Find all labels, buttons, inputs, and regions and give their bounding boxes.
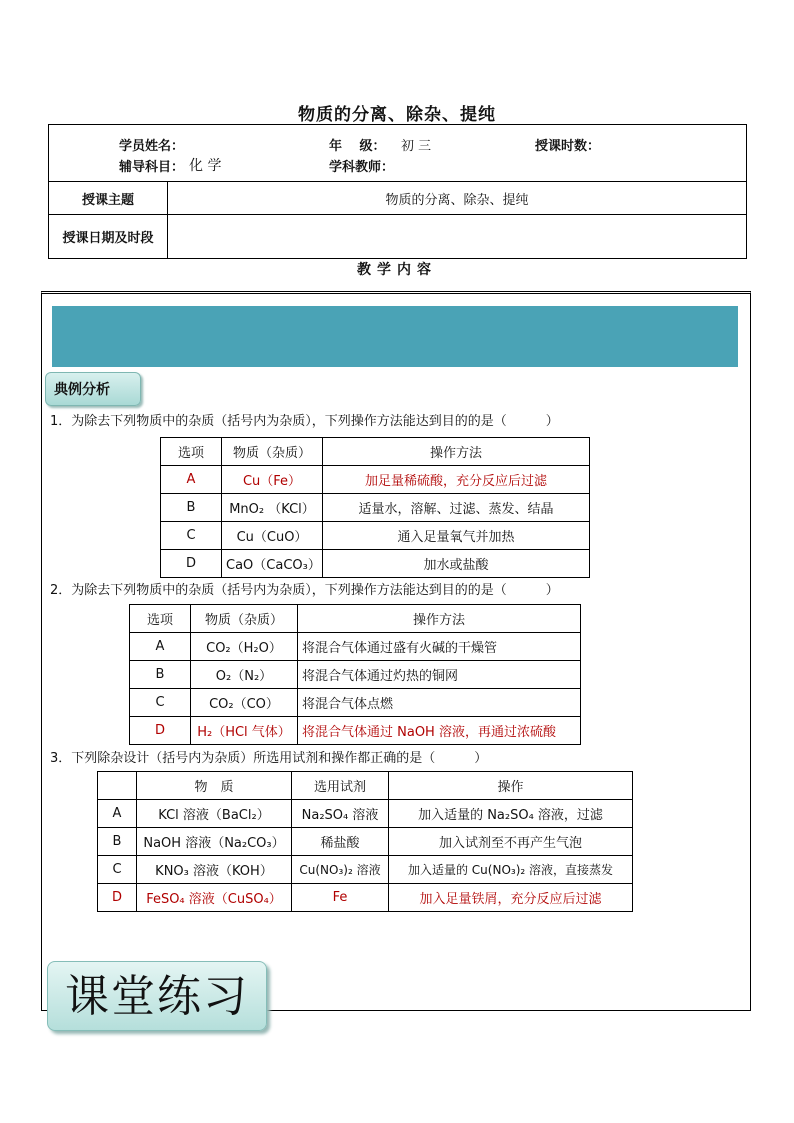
hours-label: 授课时数： (535, 139, 601, 154)
option-cell: A (130, 633, 191, 661)
table-row (130, 689, 581, 717)
option-cell: C (130, 689, 191, 717)
info-header-cell (49, 125, 747, 182)
table-row (161, 466, 590, 494)
table-row (130, 661, 581, 689)
option-cell: C (98, 856, 137, 884)
substance-cell: H₂（HCl 气体） (191, 717, 298, 745)
method-cell: 将混合气体点燃 (298, 689, 581, 717)
operation-cell: 加入适量的 Na₂SO₄ 溶液，过滤 (389, 800, 633, 828)
substance-cell: Cu（CuO） (222, 522, 323, 550)
table-row (130, 717, 581, 745)
method-cell: 通入足量氧气并加热 (323, 522, 590, 550)
info-table (48, 124, 747, 259)
subject-label: 辅导科目： (119, 160, 185, 175)
reagent-cell: Fe (292, 884, 389, 912)
question-3-table (97, 771, 633, 912)
date-value (168, 215, 747, 259)
substance-cell: CO₂（CO） (191, 689, 298, 717)
table-header-row (98, 772, 633, 800)
table-row (161, 550, 590, 578)
option-cell: D (98, 884, 137, 912)
method-cell: 适量水，溶解、过滤、蒸发、结晶 (323, 494, 590, 522)
reagent-cell: Cu(NO₃)₂ 溶液 (292, 856, 389, 884)
header-cell: 物 质 (137, 772, 292, 800)
reagent-cell: Na₂SO₄ 溶液 (292, 800, 389, 828)
practice-tag: 课堂练习 (47, 961, 267, 1031)
option-cell: C (161, 522, 222, 550)
option-cell: D (161, 550, 222, 578)
method-cell: 将混合气体通过盛有火碱的干燥管 (298, 633, 581, 661)
date-label: 授课日期及时段 (49, 215, 168, 259)
page-title: 物质的分离、除杂、提纯 (298, 105, 496, 125)
substance-cell: KNO₃ 溶液（KOH） (137, 856, 292, 884)
method-cell: 将混合气体通过 NaOH 溶液，再通过浓硫酸 (298, 717, 581, 745)
table-row (98, 800, 633, 828)
option-cell: A (98, 800, 137, 828)
table-row (98, 856, 633, 884)
header-cell (98, 772, 137, 800)
substance-cell: CaO（CaCO₃） (222, 550, 323, 578)
operation-cell: 加入适量的 Cu(NO₃)₂ 溶液，直接蒸发 (389, 856, 633, 884)
table-row (98, 884, 633, 912)
substance-cell: Cu（Fe） (222, 466, 323, 494)
table-row (98, 828, 633, 856)
question-1-text: 1．为除去下列物质中的杂质（括号内为杂质），下列操作方法能达到目的的是（ ） (50, 414, 559, 429)
question-1-table (160, 437, 590, 578)
option-cell: B (161, 494, 222, 522)
section-banner (52, 306, 738, 367)
table-row (161, 494, 590, 522)
header-cell: 选用试剂 (292, 772, 389, 800)
substance-cell: O₂（N₂） (191, 661, 298, 689)
option-cell: D (130, 717, 191, 745)
method-cell: 将混合气体通过灼热的铜网 (298, 661, 581, 689)
grade-value: 初 三 (401, 139, 432, 154)
header-cell: 选项 (161, 438, 222, 466)
option-cell: A (161, 466, 222, 494)
substance-cell: FeSO₄ 溶液（CuSO₄） (137, 884, 292, 912)
method-cell: 加水或盐酸 (323, 550, 590, 578)
substance-cell: KCl 溶液（BaCl₂） (137, 800, 292, 828)
topic-label: 授课主题 (49, 182, 168, 215)
question-2-text: 2．为除去下列物质中的杂质（括号内为杂质），下列操作方法能达到目的的是（ ） (50, 583, 559, 598)
header-cell: 选项 (130, 605, 191, 633)
substance-cell: MnO₂ （KCl） (222, 494, 323, 522)
table-header-row (130, 605, 581, 633)
teacher-label: 学科教师： (329, 160, 395, 175)
table-header-row (161, 438, 590, 466)
method-cell: 加足量稀硫酸，充分反应后过滤 (323, 466, 590, 494)
subject-value: 化 学 (189, 158, 222, 174)
header-cell: 操作方法 (298, 605, 581, 633)
header-cell: 操作方法 (323, 438, 590, 466)
grade-label: 年 级： (329, 139, 386, 154)
substance-cell: CO₂（H₂O） (191, 633, 298, 661)
section-tag: 典例分析 (45, 372, 141, 406)
substance-cell: NaOH 溶液（Na₂CO₃） (137, 828, 292, 856)
header-cell: 物质（杂质） (222, 438, 323, 466)
topic-value: 物质的分离、除杂、提纯 (168, 182, 747, 215)
question-3-text: 3．下列除杂设计（括号内为杂质）所选用试剂和操作都正确的是（ ） (50, 751, 488, 766)
reagent-cell: 稀盐酸 (292, 828, 389, 856)
student-label: 学员姓名： (119, 139, 185, 154)
table-row (130, 633, 581, 661)
option-cell: B (98, 828, 137, 856)
header-cell: 操作 (389, 772, 633, 800)
question-2-table (129, 604, 581, 745)
operation-cell: 加入足量铁屑，充分反应后过滤 (389, 884, 633, 912)
operation-cell: 加入试剂至不再产生气泡 (389, 828, 633, 856)
table-row (161, 522, 590, 550)
option-cell: B (130, 661, 191, 689)
header-cell: 物质（杂质） (191, 605, 298, 633)
teaching-content-heading: 教学内容 (357, 262, 437, 278)
